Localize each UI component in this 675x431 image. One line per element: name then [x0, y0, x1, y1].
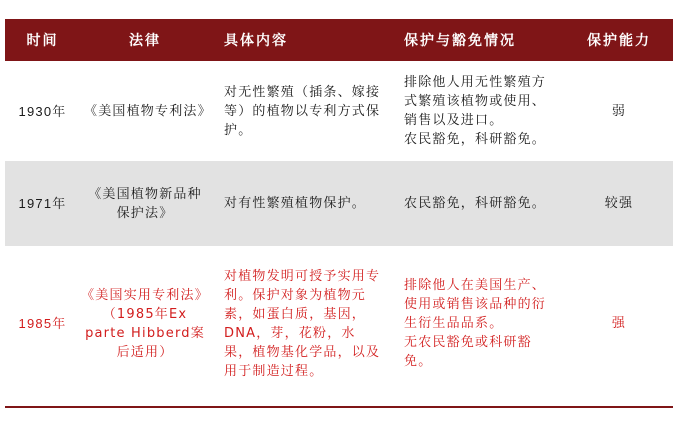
row-year: 1971年	[18, 196, 67, 211]
row-law: 《美国植物专利法》	[84, 103, 212, 119]
table-row	[5, 246, 673, 401]
row-content: 对植物发明可授予实用专利。保护对象为植物元素，如蛋白质，基因，DNA，芽，花粉，水果，植物基化学品，以及用于制造过程。	[224, 268, 381, 379]
row-law: 《美国实用专利法》（1985年Ex parte Hibberd案后适用）	[81, 287, 209, 360]
header-content: 具体内容	[224, 33, 288, 49]
table-row	[5, 61, 673, 161]
header-law: 法律	[129, 33, 161, 49]
table-header	[5, 19, 673, 61]
table-row	[5, 161, 673, 246]
header-protection: 保护与豁免情况	[404, 33, 516, 49]
row-ability: 较强	[604, 196, 634, 211]
row-protection: 排除他人在美国生产、使用或销售该品种的衍生衍生品品系。 无农民豁免或科研豁免。	[404, 278, 547, 369]
row-protection: 农民豁免，科研豁免。	[404, 196, 547, 211]
bottom-rule	[5, 406, 673, 408]
row-ability: 弱	[611, 103, 627, 119]
law-table	[5, 0, 673, 408]
row-law: 《美国植物新品种保护法》	[88, 186, 202, 221]
row-year: 1985年	[18, 316, 67, 331]
row-ability: 强	[611, 316, 627, 331]
header-ability: 保护能力	[587, 33, 651, 49]
row-content: 对无性繁殖（插条、嫁接等）的植物以专利方式保护。	[224, 84, 381, 138]
row-year: 1930年	[18, 103, 67, 119]
row-content: 对有性繁殖植物保护。	[224, 196, 367, 211]
header-time: 时间	[26, 33, 59, 49]
row-protection	[390, 73, 565, 149]
row-protection-main: 排除他人用无性繁殖方式繁殖该植物或使用、销售以及进口。 农民豁免，科研豁免。	[404, 75, 547, 147]
